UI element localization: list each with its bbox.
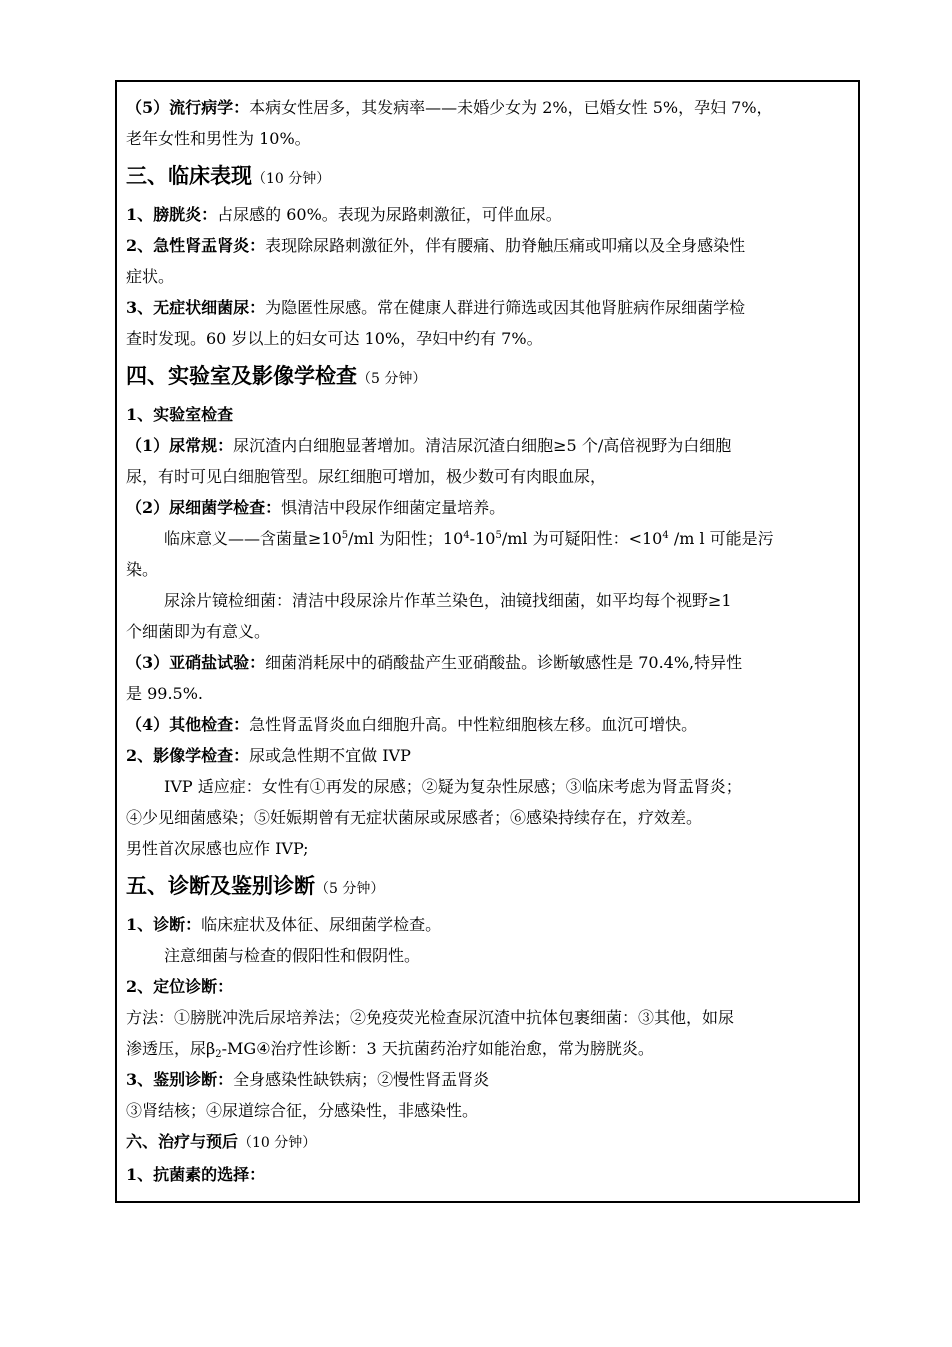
diagnosis-line: 1、诊断：临床症状及体征、尿细菌学检查。 xyxy=(126,915,442,934)
localization-line2: 渗透压，尿$\beta_2$-MG④治疗性诊断：3 天抗菌药治疗如能治愈，常为膀胱炎。 xyxy=(126,1039,654,1060)
section-heading-diagnosis: 五、诊断及鉴别诊断（5 分钟） xyxy=(126,873,385,898)
diagnosis-note: 注意细菌与检查的假阳性和假阴性。 xyxy=(164,946,421,965)
nitrite-line1: （3）亚硝盐试验：细菌消耗尿中的硝酸盐产生亚硝酸盐。诊断敏感性是 70.4%,特异性 xyxy=(126,653,743,672)
urine-routine-line2: 尿，有时可见白细胞管型。尿红细胞可增加，极少数可有肉眼血尿， xyxy=(126,467,607,486)
pyelonephritis-line2: 症状。 xyxy=(126,267,175,286)
treatment-heading: 六、治疗与预后（10 分钟） xyxy=(126,1132,317,1151)
bacteriuria-line1: 3、无症状细菌尿：为隐匿性尿感。常在健康人群进行筛选或因其他肾脏病作尿细菌学检 xyxy=(126,298,746,317)
document-frame xyxy=(115,80,860,1203)
nitrite-line2: 是 99.5%. xyxy=(126,684,204,703)
urine-culture-line: （2）尿细菌学检查：惧清洁中段尿作细菌定量培养。 xyxy=(126,498,506,517)
epidemiology-line1: （5）流行病学：本病女性居多，其发病率——未婚少女为 2%，已婚女性 5%，孕妇 7%， xyxy=(126,98,773,117)
ivp-indication-line2: ④少见细菌感染；⑤妊娠期曾有无症状菌尿或尿感者；⑥感染持续存在，疗效差。 xyxy=(126,808,703,827)
localization-line1: 方法：①膀胱冲洗后尿培养法；②免疫荧光检查尿沉渣中抗体包裹细菌：③其他，如尿 xyxy=(126,1008,735,1027)
ivp-indication-line1: IVP 适应症：女性有①再发的尿感；②疑为复杂性尿感；③临床考虑为肾盂肾炎； xyxy=(164,777,742,796)
clinical-significance-line2: 染。 xyxy=(126,560,159,579)
differential-line1: 3、鉴别诊断：全身感染性缺铁病；②慢性肾盂肾炎 xyxy=(126,1070,490,1089)
clinical-significance-line1: 临床意义——含菌量$\ge 10^5/ml$ 为阳性；$10^4-10^5/ml$ 为可疑阳性：$<10^4$ /m l 可能是污 xyxy=(164,529,774,548)
imaging-line: 2、影像学检查：尿或急性期不宜做 IVP xyxy=(126,746,411,765)
localization-heading: 2、定位诊断： xyxy=(126,977,234,996)
pyelonephritis-line1: 2、急性肾盂肾炎：表现除尿路刺激征外，伴有腰痛、肋脊触压痛或叩痛以及全身感染性 xyxy=(126,236,746,255)
section-heading-lab: 四、实验室及影像学检查（5 分钟） xyxy=(126,363,427,388)
cystitis-line: 1、膀胱炎：占尿感的 60%。表现为尿路刺激征，可伴血尿。 xyxy=(126,205,562,224)
antibiotic-heading: 1、抗菌素的选择： xyxy=(126,1165,266,1184)
smear-line1: 尿涂片镜检细菌：清洁中段尿涂片作革兰染色，油镜找细菌，如平均每个视野≥1 xyxy=(164,591,732,610)
other-tests-line: （4）其他检查：急性肾盂肾炎血白细胞升高。中性粒细胞核左移。血沉可增快。 xyxy=(126,715,698,734)
differential-line2: ③肾结核；④尿道综合征，分感染性，非感染性。 xyxy=(126,1101,479,1120)
urine-routine-line1: （1）尿常规：尿沉渣内白细胞显著增加。清洁尿沉渣白细胞≥5 个/高倍视野为白细胞 xyxy=(126,436,732,455)
lab-heading: 1、实验室检查 xyxy=(126,405,234,424)
smear-line2: 个细菌即为有意义。 xyxy=(126,622,271,641)
epidemiology-line2: 老年女性和男性为 10%。 xyxy=(126,129,311,148)
male-ivp-line: 男性首次尿感也应作 IVP; xyxy=(126,839,309,858)
bacteriuria-line2: 查时发现。60 岁以上的妇女可达 10%，孕妇中约有 7%。 xyxy=(126,329,543,348)
section-heading-clinical: 三、临床表现（10 分钟） xyxy=(126,163,331,188)
